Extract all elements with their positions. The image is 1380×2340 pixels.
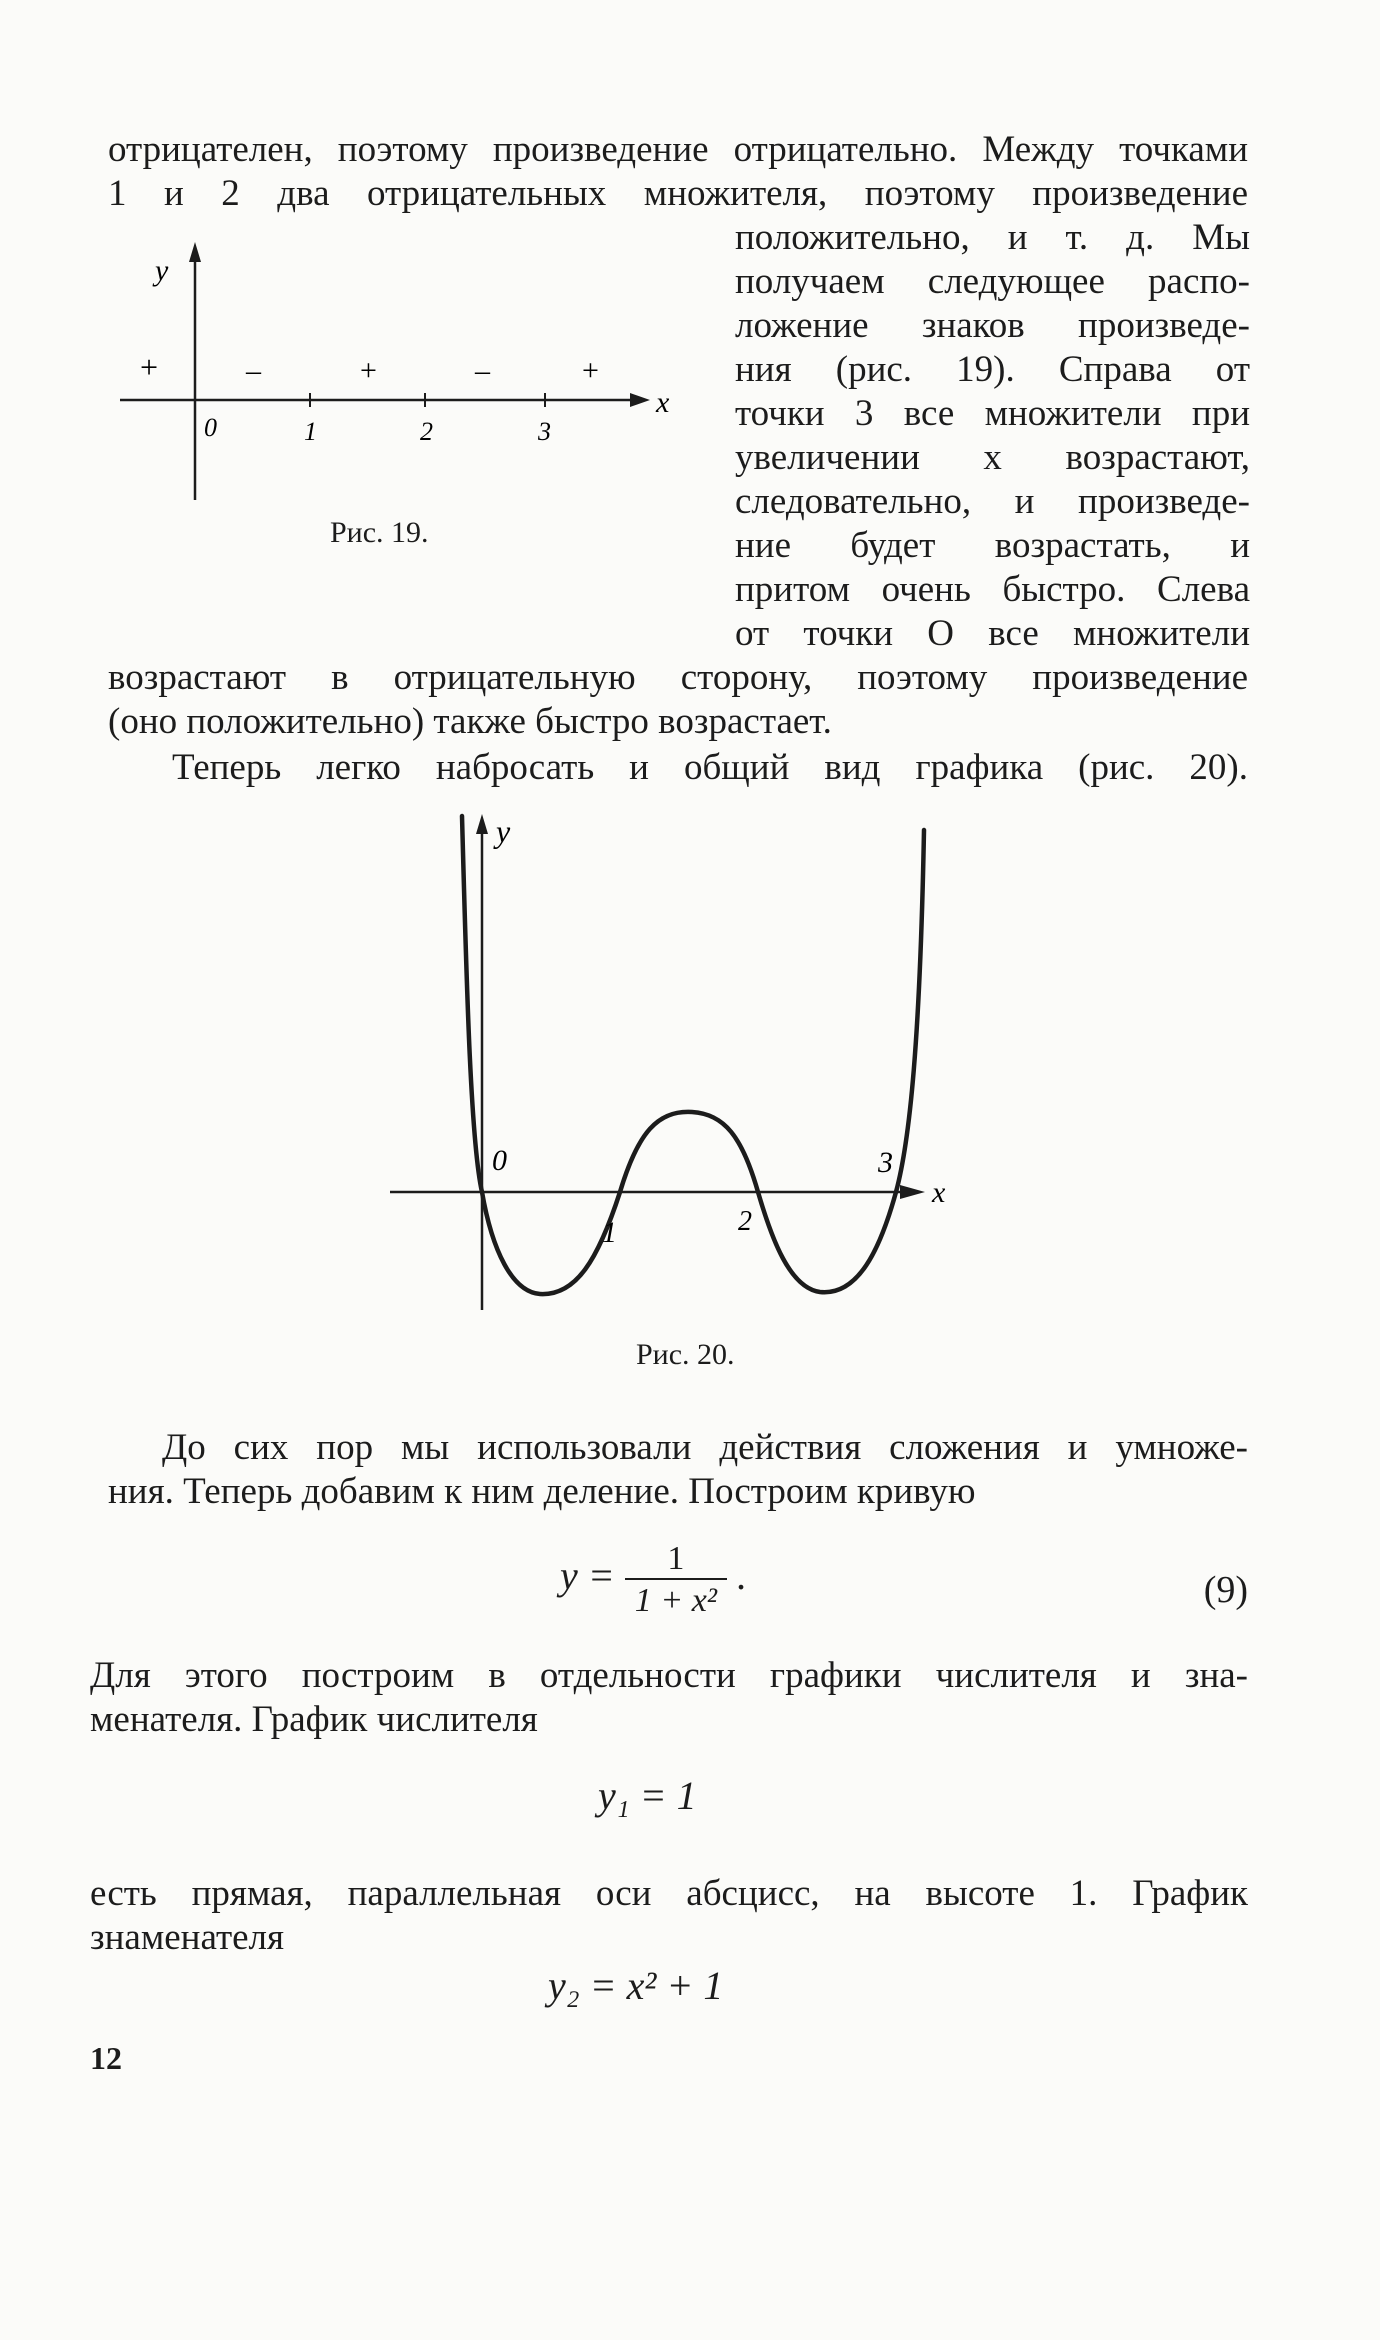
fig20-curve [462,816,924,1294]
fig19-tick-label-2: 2 [420,417,433,446]
fig20-y-arrow [476,814,488,834]
fig20-root-label-1: 1 [602,1216,617,1249]
fig19-tick-label-0: 0 [204,413,217,442]
fig19-sign-2: + [360,354,377,387]
fig19-tick-label-3: 3 [538,417,551,446]
col-line-6: увеличении x возрастают, [735,437,1250,478]
formula-9-denominator: 1 + x² [625,1578,727,1620]
fig19-y-arrow [189,242,201,262]
wrapped-column [735,216,1250,656]
col-line-7: следовательно, и произведе- [735,481,1250,522]
formula-9-dot: . [736,1553,747,1599]
text-line-4: (оно положительно) также быстро возрастает. [108,701,832,742]
formula-y1: y₁ = 1 [598,1773,697,1818]
formula-9-lhs: y = [560,1553,615,1599]
fig19-tick-label-1: 1 [304,417,317,446]
formula-y2: y₂ = x² + 1 [548,1963,724,2008]
col-line-2: получаем следующее распо- [735,261,1250,302]
text-line-1: отрицателен, поэтому произведение отрицательно. Между точками [108,129,1248,170]
fig20-x-arrow [900,1185,925,1199]
col-line-1: положительно, и т. д. Мы [735,217,1250,258]
text-line-5: Теперь легко набросать и общий вид графика (рис. 20). [172,747,1248,788]
fig20-root-label-2: 2 [738,1206,752,1237]
fig19-sign-3: – [475,354,490,387]
formula-9-numerator: 1 [667,1540,685,1577]
fig19-x-label: x [656,386,670,419]
fig20-root-label-0: 0 [492,1144,507,1177]
text-line-10: есть прямая, параллельная оси абсцисс, на высоте 1. График [90,1873,1248,1914]
page-number: 12 [90,2040,122,2076]
col-line-10: от точки O все множители [735,613,1250,654]
fig19-sign-1: – [246,354,261,387]
text-line-7: ния. Теперь добавим к ним деление. Построим кривую [108,1471,976,1512]
fig19-plus-left: + [140,349,159,385]
text-line-11: знаменателя [90,1917,285,1958]
fig19-sign-4: + [582,354,599,387]
fig19-y-label: y [155,254,169,287]
text-line-6: До сих пор мы использовали действия сложения и умноже- [162,1427,1248,1468]
figure-20 [380,810,980,1330]
col-line-9: притом очень быстро. Слева [735,569,1250,610]
fig19-x-arrow [630,393,650,407]
col-line-8: ние будет возрастать, и [735,525,1250,566]
col-line-3: ложение знаков произведе- [735,305,1250,346]
text-line-8: Для этого построим в отдельности графики числителя и зна- [90,1655,1248,1696]
text-line-2: 1 и 2 два отрицательных множителя, поэтому произведение [108,173,1248,214]
text-line-9: менателя. График числителя [90,1699,538,1740]
text-line-3: возрастают в отрицательную сторону, поэтому произведение [108,657,1248,698]
col-line-4: ния (рис. 19). Справа от [735,349,1250,390]
formula-9 [560,1540,747,1620]
fig20-root-label-3: 3 [878,1146,893,1179]
formula-9-fraction [625,1540,727,1620]
fig20-caption: Рис. 20. [636,1338,735,1371]
fig20-y-label: y [496,813,511,849]
equation-number: (9) [1203,1569,1248,1611]
fig19-caption: Рис. 19. [330,516,429,549]
fig20-x-label: x [932,1176,946,1209]
figure-19 [110,240,670,540]
col-line-5: точки 3 все множители при [735,393,1250,434]
